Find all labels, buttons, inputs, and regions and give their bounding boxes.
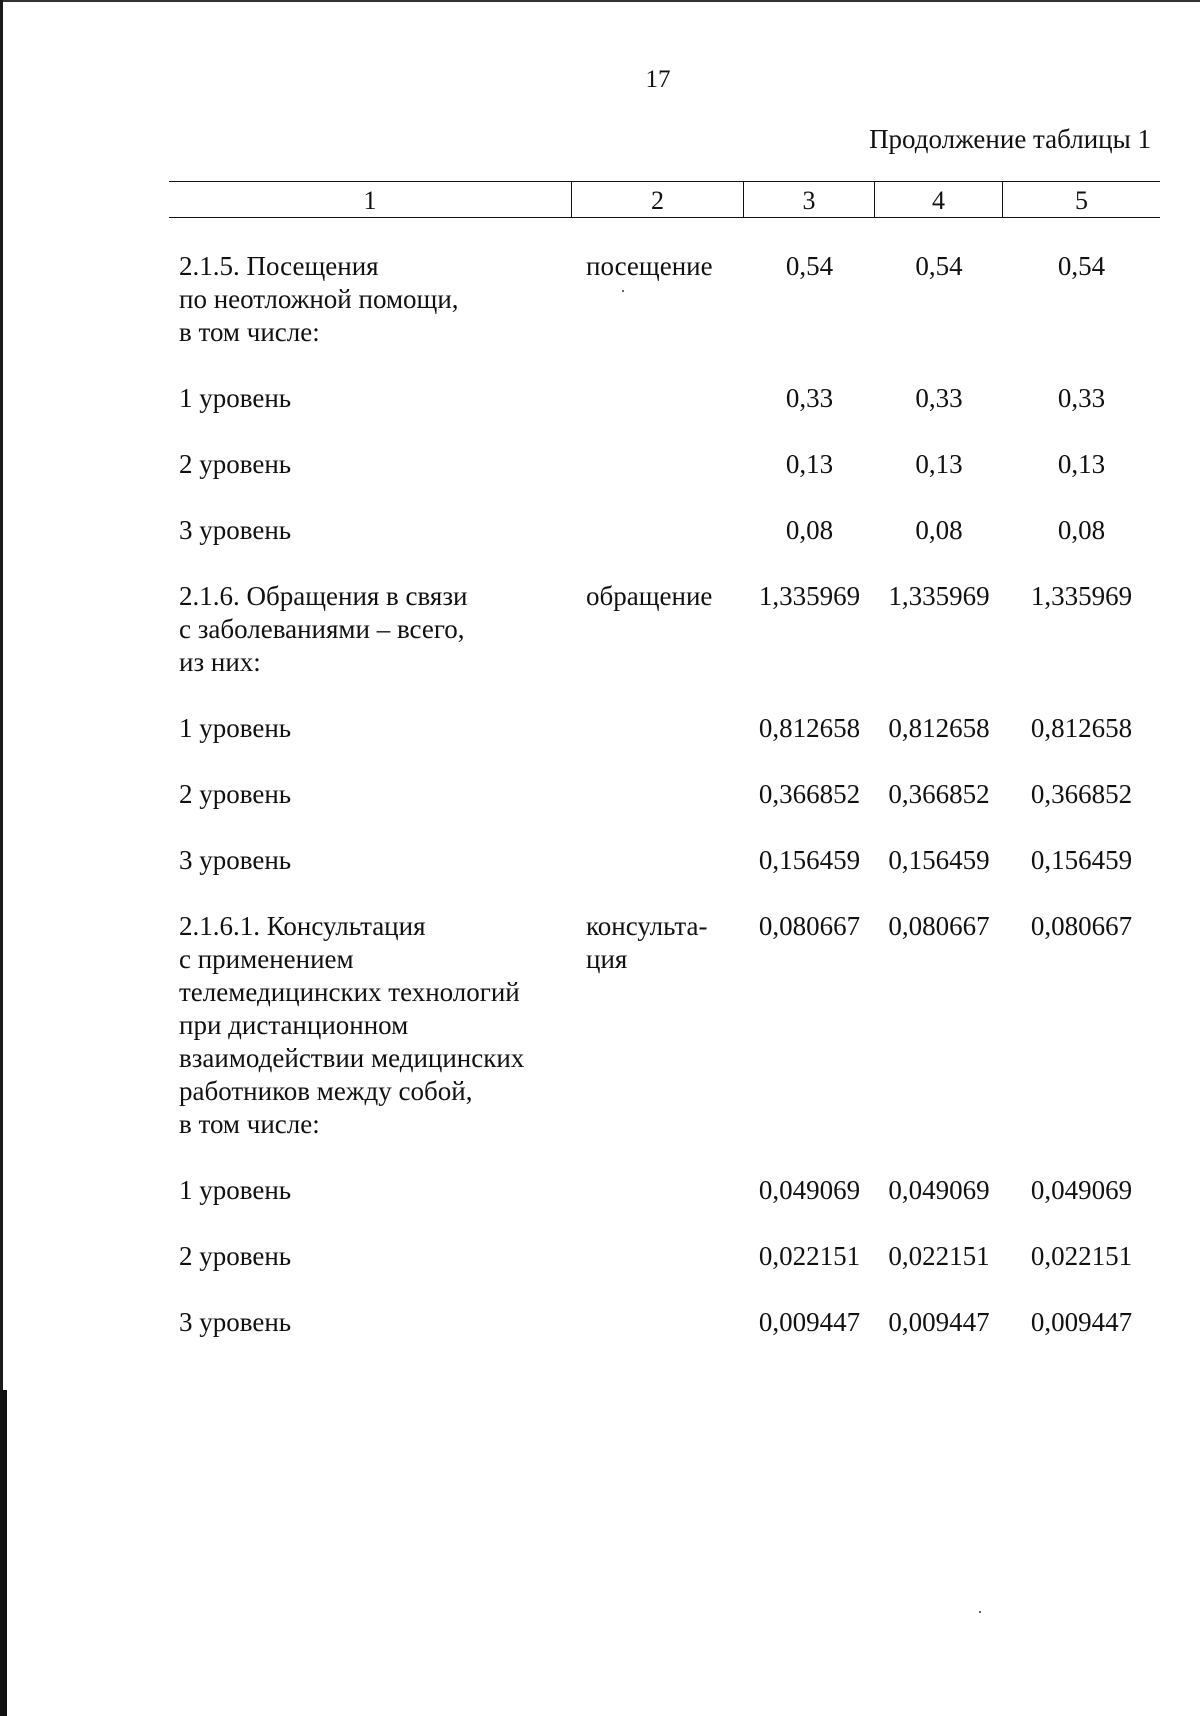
scan-edge-top (0, 0, 1200, 2)
row-label: 1 уровень (179, 1175, 292, 1205)
table-header-cell: 1 (169, 182, 572, 217)
unit-cell (572, 1174, 744, 1207)
page-number: 17 (645, 66, 671, 93)
row-label: 1 уровень (179, 713, 292, 743)
row-label: 2 уровень (179, 779, 292, 809)
value-cell: 0,080667 (888, 911, 990, 941)
value-cell: 0,13 (785, 449, 834, 479)
unit-cell (572, 712, 744, 745)
scan-edge-left-bottom (0, 1390, 7, 1716)
row-label: 2 уровень (179, 1241, 292, 1271)
value-cell: 0,156459 (758, 845, 861, 875)
value-cell: 0,049069 (758, 1175, 861, 1205)
unit-cell (572, 382, 744, 415)
scan-speck (979, 1611, 981, 1613)
row-label: 2.1.5. Посещения по неотложной помощи, в том числе: (179, 251, 459, 347)
unit-cell (572, 514, 744, 547)
value-cell: 0,080667 (1030, 911, 1133, 941)
value-cell: 0,54 (915, 251, 963, 281)
value-cell: 0,08 (915, 515, 963, 545)
value-cell: 0,54 (1057, 251, 1106, 281)
value-cell: 0,049069 (888, 1175, 990, 1205)
row-label: 3 уровень (179, 845, 292, 875)
table-row (169, 448, 1160, 514)
table-row (169, 910, 1160, 1174)
value-cell: 0,049069 (1030, 1175, 1133, 1205)
value-cell: 0,812658 (1030, 713, 1133, 743)
value-cell: 0,022151 (758, 1241, 861, 1271)
value-cell: 1,335969 (758, 581, 861, 611)
unit-cell: консульта- ция (586, 911, 708, 974)
value-cell: 0,009447 (758, 1307, 861, 1337)
value-cell: 0,022151 (888, 1241, 990, 1271)
value-cell: 0,13 (1057, 449, 1106, 479)
value-cell: 0,366852 (1030, 779, 1133, 809)
unit-cell (572, 1240, 744, 1273)
table-body (169, 250, 1160, 1372)
value-cell: 0,156459 (1030, 845, 1133, 875)
value-cell: 0,812658 (758, 713, 861, 743)
value-cell: 1,335969 (1030, 581, 1133, 611)
value-cell: 0,08 (785, 515, 834, 545)
table-header-cell: 4 (875, 182, 1003, 217)
table-header-row (169, 181, 1160, 218)
table-header-cell: 2 (572, 182, 744, 217)
row-label: 3 уровень (179, 1307, 292, 1337)
unit-cell (572, 1306, 744, 1339)
scan-speck (622, 290, 624, 292)
table-row (169, 250, 1160, 382)
value-cell: 0,812658 (888, 713, 990, 743)
row-label: 2.1.6.1. Консультация с применением телемедицинских технологий при дистанционном взаимодействии медицинских работников между собой, в том числе: (179, 911, 525, 1139)
value-cell: 0,13 (915, 449, 963, 479)
table-row (169, 382, 1160, 448)
value-cell: 0,33 (785, 383, 834, 413)
row-label: 3 уровень (179, 515, 292, 545)
unit-cell (572, 844, 744, 877)
table-row (169, 778, 1160, 844)
value-cell: 0,08 (1057, 515, 1106, 545)
table-row (169, 1174, 1160, 1240)
value-cell: 0,009447 (1030, 1307, 1133, 1337)
unit-cell (572, 448, 744, 481)
value-cell: 0,022151 (1030, 1241, 1133, 1271)
value-cell: 0,366852 (888, 779, 990, 809)
row-label: 2.1.6. Обращения в связи с заболеваниями – всего, из них: (179, 581, 468, 677)
table-continuation-title: Продолжение таблицы 1 (869, 124, 1151, 154)
row-label: 2 уровень (179, 449, 292, 479)
table-row (169, 1240, 1160, 1306)
table-row (169, 580, 1160, 712)
table-row (169, 712, 1160, 778)
table-header-cell: 3 (744, 182, 875, 217)
value-cell: 0,366852 (758, 779, 861, 809)
value-cell: 1,335969 (888, 581, 990, 611)
value-cell: 0,156459 (888, 845, 990, 875)
value-cell: 0,080667 (758, 911, 861, 941)
unit-cell: обращение (586, 581, 713, 611)
table-row (169, 844, 1160, 910)
value-cell: 0,33 (915, 383, 963, 413)
row-label: 1 уровень (179, 383, 292, 413)
table-row (169, 514, 1160, 580)
value-cell: 0,33 (1057, 383, 1106, 413)
value-cell: 0,54 (785, 251, 834, 281)
table-header-cell: 5 (1075, 186, 1088, 215)
unit-cell (572, 778, 744, 811)
value-cell: 0,009447 (888, 1307, 990, 1337)
table-row (169, 1306, 1160, 1372)
unit-cell: посещение (586, 251, 713, 281)
